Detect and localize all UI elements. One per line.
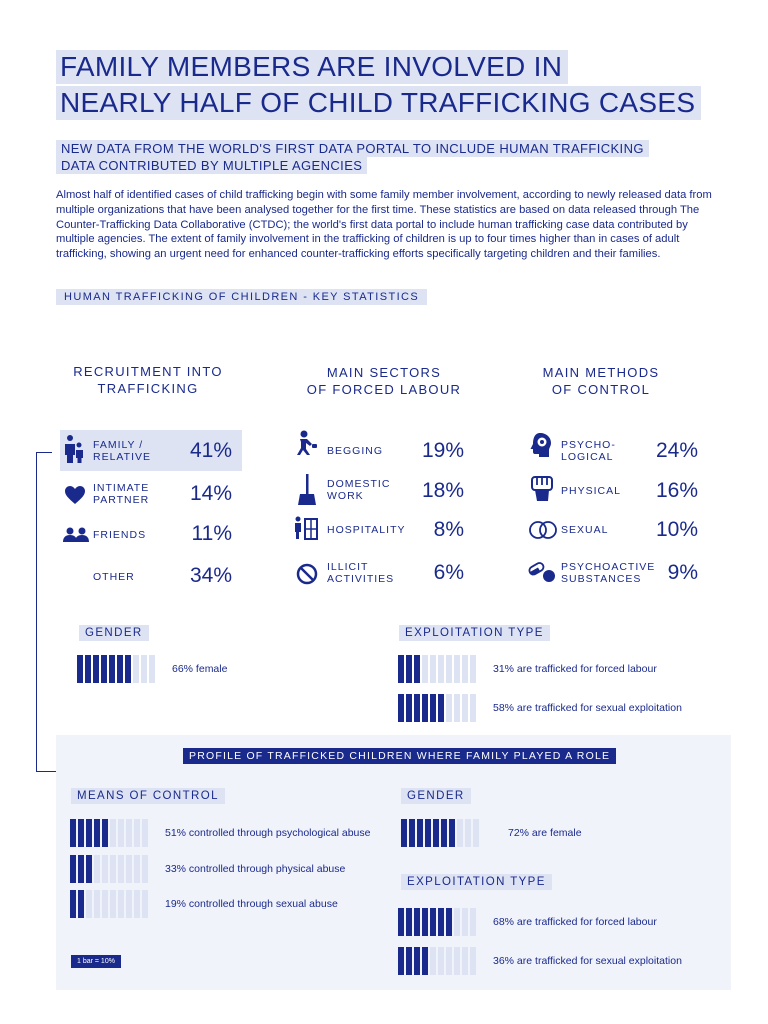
control-heading: MAIN METHODS OF CONTROL	[542, 365, 660, 397]
means-bar	[70, 819, 148, 847]
intro-paragraph: Almost half of identified cases of child trafficking begin with some family member involvement, according to newly released data from multiple organizations that have been analysed together for the first time. These statistics are based on data released through The Counter-Trafficking Data Collaborative (CTDC); the world's first data portal to include human trafficking case data contributed by multiple agencies. The extent of family involvement in the trafficking of children is up to four times higher than in cases of adult trafficking, showing an urgent need for enhanced counter-trafficking efforts specifically targeting children and their families.	[56, 189, 712, 261]
sector-value: 19%	[421, 439, 464, 462]
head-icon	[529, 432, 553, 463]
profile-exploitation-bar	[398, 908, 476, 936]
bar-segment-empty	[149, 655, 155, 683]
profile-exploitation-bar-text: 36% are trafficked for sexual exploitation	[493, 955, 682, 967]
broom-icon	[297, 474, 317, 511]
exploitation-bar-text: 31% are trafficked for forced labour	[493, 663, 657, 675]
bar-segment-empty	[470, 908, 476, 936]
bar-segment-filled	[438, 694, 444, 722]
bar-segment-filled	[422, 694, 428, 722]
bar-segment-filled	[406, 694, 412, 722]
profile-panel	[56, 735, 731, 990]
control-label: PSYCHOACTIVE SUBSTANCES	[561, 561, 656, 585]
bar-segment-empty	[473, 819, 479, 847]
bar-segment-empty	[102, 855, 108, 883]
bar-segment-empty	[142, 819, 148, 847]
bar-segment-filled	[401, 819, 407, 847]
bar-segment-empty	[94, 855, 100, 883]
exploitation-bar	[398, 694, 476, 722]
bar-segment-filled	[78, 855, 84, 883]
bar-segment-empty	[134, 890, 140, 918]
bar-segment-empty	[134, 819, 140, 847]
bar-segment-filled	[109, 655, 115, 683]
control-value: 16%	[655, 479, 698, 502]
means-bar-text: 19% controlled through sexual abuse	[165, 898, 338, 910]
bar-segment-filled	[430, 694, 436, 722]
gender-bar	[77, 655, 155, 683]
bar-segment-empty	[430, 655, 436, 683]
bar-segment-filled	[449, 819, 455, 847]
profile-exploitation-bar	[398, 947, 476, 975]
profile-gender-bar	[401, 819, 479, 847]
fist-icon	[531, 476, 553, 507]
bar-segment-filled	[398, 947, 404, 975]
subtitle-line-2: DATA CONTRIBUTED BY MULTIPLE AGENCIES	[56, 157, 367, 174]
begging-icon	[296, 430, 318, 461]
bar-segment-empty	[110, 819, 116, 847]
bar-segment-filled	[425, 819, 431, 847]
bar-segment-filled	[86, 819, 92, 847]
bar-segment-empty	[110, 890, 116, 918]
bar-segment-empty	[118, 890, 124, 918]
bar-segment-empty	[126, 819, 132, 847]
bar-segment-empty	[457, 819, 463, 847]
bar-segment-empty	[142, 855, 148, 883]
bar-segment-filled	[102, 819, 108, 847]
bar-segment-empty	[126, 890, 132, 918]
bar-segment-empty	[422, 655, 428, 683]
bar-segment-filled	[406, 947, 412, 975]
control-label: PSYCHO- LOGICAL	[561, 439, 616, 463]
bar-segment-filled	[77, 655, 83, 683]
bar-segment-empty	[134, 855, 140, 883]
bar-segment-filled	[414, 694, 420, 722]
means-bar-text: 51% controlled through psychological abuse	[165, 827, 371, 839]
family-bracket-bottom	[36, 771, 56, 772]
bar-segment-filled	[398, 655, 404, 683]
bar-segment-filled	[430, 908, 436, 936]
bar-segment-filled	[125, 655, 131, 683]
bar-segment-filled	[101, 655, 107, 683]
bar-segment-filled	[414, 908, 420, 936]
subtitle-line-1: NEW DATA FROM THE WORLD'S FIRST DATA PORTAL TO INCLUDE HUMAN TRAFFICKING	[56, 140, 649, 157]
gender-bar-text: 66% female	[172, 663, 228, 675]
recruitment-label: FAMILY / RELATIVE	[93, 439, 151, 463]
bar-segment-empty	[454, 694, 460, 722]
recruitment-value: 34%	[189, 564, 232, 587]
bar-segment-filled	[433, 819, 439, 847]
recruitment-heading: RECRUITMENT INTO TRAFFICKING	[73, 364, 223, 396]
bar-segment-filled	[422, 908, 428, 936]
bar-segment-empty	[470, 655, 476, 683]
profile-exploitation-label: EXPLOITATION TYPE	[401, 874, 552, 890]
profile-gender-bar-text: 72% are female	[508, 827, 582, 839]
bar-legend: 1 bar = 10%	[71, 955, 121, 968]
bar-segment-filled	[417, 819, 423, 847]
bar-segment-filled	[406, 908, 412, 936]
hospitality-icon	[292, 516, 318, 545]
bar-segment-empty	[454, 655, 460, 683]
bar-segment-filled	[85, 655, 91, 683]
profile-gender-label: GENDER	[401, 788, 471, 804]
bar-segment-filled	[414, 947, 420, 975]
bar-segment-empty	[118, 819, 124, 847]
bar-segment-empty	[110, 855, 116, 883]
bar-segment-empty	[446, 655, 452, 683]
bar-segment-empty	[438, 655, 444, 683]
bar-segment-filled	[86, 855, 92, 883]
bar-segment-empty	[438, 947, 444, 975]
bar-segment-filled	[398, 908, 404, 936]
exploitation-label: EXPLOITATION TYPE	[399, 625, 550, 641]
bar-segment-empty	[465, 819, 471, 847]
bar-segment-empty	[94, 890, 100, 918]
rings-icon	[528, 520, 558, 545]
bar-segment-empty	[462, 655, 468, 683]
bar-segment-filled	[93, 655, 99, 683]
bar-segment-empty	[142, 890, 148, 918]
bar-segment-filled	[70, 855, 76, 883]
means-bar	[70, 890, 148, 918]
exploitation-bar	[398, 655, 476, 683]
means-of-control-label: MEANS OF CONTROL	[71, 788, 225, 804]
control-value: 10%	[655, 518, 698, 541]
sectors-heading: MAIN SECTORS OF FORCED LABOUR	[306, 365, 462, 397]
profile-exploitation-bar-text: 68% are trafficked for forced labour	[493, 916, 657, 928]
bar-segment-filled	[414, 655, 420, 683]
bar-segment-filled	[78, 819, 84, 847]
exploitation-bar-text: 58% are trafficked for sexual exploitation	[493, 702, 682, 714]
bar-segment-empty	[462, 908, 468, 936]
bar-segment-empty	[118, 855, 124, 883]
means-bar	[70, 855, 148, 883]
sector-value: 6%	[433, 561, 464, 584]
family-icon	[64, 434, 84, 469]
bar-segment-filled	[117, 655, 123, 683]
control-label: PHYSICAL	[561, 485, 621, 497]
key-stats-label: HUMAN TRAFFICKING OF CHILDREN - KEY STATISTICS	[56, 289, 427, 305]
bar-segment-empty	[454, 947, 460, 975]
bar-segment-filled	[446, 908, 452, 936]
recruitment-label: OTHER	[93, 571, 135, 583]
profile-banner: PROFILE OF TRAFFICKED CHILDREN WHERE FAMILY PLAYED A ROLE	[183, 748, 616, 764]
gender-label: GENDER	[79, 625, 149, 641]
bar-segment-empty	[430, 947, 436, 975]
bar-segment-filled	[398, 694, 404, 722]
bar-segment-filled	[438, 908, 444, 936]
bar-segment-empty	[141, 655, 147, 683]
page-title-line-2: NEARLY HALF OF CHILD TRAFFICKING CASES	[56, 86, 701, 120]
recruitment-value: 11%	[191, 522, 232, 545]
bar-segment-filled	[409, 819, 415, 847]
control-label: SEXUAL	[561, 524, 609, 536]
recruitment-label: INTIMATE PARTNER	[93, 482, 150, 506]
sector-label: HOSPITALITY	[327, 524, 406, 536]
sector-label: ILLICIT ACTIVITIES	[327, 561, 395, 585]
bar-segment-filled	[94, 819, 100, 847]
control-value: 24%	[655, 439, 698, 462]
bar-segment-filled	[441, 819, 447, 847]
bar-segment-empty	[126, 855, 132, 883]
sector-label: DOMESTIC WORK	[327, 478, 391, 502]
prohibited-icon	[296, 563, 318, 590]
recruitment-value: 41%	[189, 439, 232, 462]
bar-segment-empty	[446, 694, 452, 722]
recruitment-label: FRIENDS	[93, 529, 147, 541]
heart-icon	[64, 485, 86, 510]
family-bracket	[36, 452, 37, 772]
bar-segment-empty	[102, 890, 108, 918]
bar-segment-empty	[462, 947, 468, 975]
bar-segment-empty	[133, 655, 139, 683]
bar-segment-filled	[406, 655, 412, 683]
bar-segment-empty	[454, 908, 460, 936]
bar-segment-filled	[422, 947, 428, 975]
bar-segment-empty	[462, 694, 468, 722]
sector-value: 8%	[433, 518, 464, 541]
control-value: 9%	[667, 561, 698, 584]
recruitment-value: 14%	[189, 482, 232, 505]
friends-icon	[63, 527, 89, 548]
bar-segment-filled	[70, 890, 76, 918]
bar-segment-empty	[470, 694, 476, 722]
bar-segment-empty	[470, 947, 476, 975]
sector-value: 18%	[421, 479, 464, 502]
page-title-line-1: FAMILY MEMBERS ARE INVOLVED IN	[56, 50, 568, 84]
pills-icon	[528, 561, 556, 588]
bar-segment-filled	[78, 890, 84, 918]
bar-segment-filled	[70, 819, 76, 847]
family-bracket-top	[36, 452, 52, 453]
sector-label: BEGGING	[327, 445, 384, 457]
bar-segment-empty	[446, 947, 452, 975]
means-bar-text: 33% controlled through physical abuse	[165, 863, 346, 875]
bar-segment-empty	[86, 890, 92, 918]
